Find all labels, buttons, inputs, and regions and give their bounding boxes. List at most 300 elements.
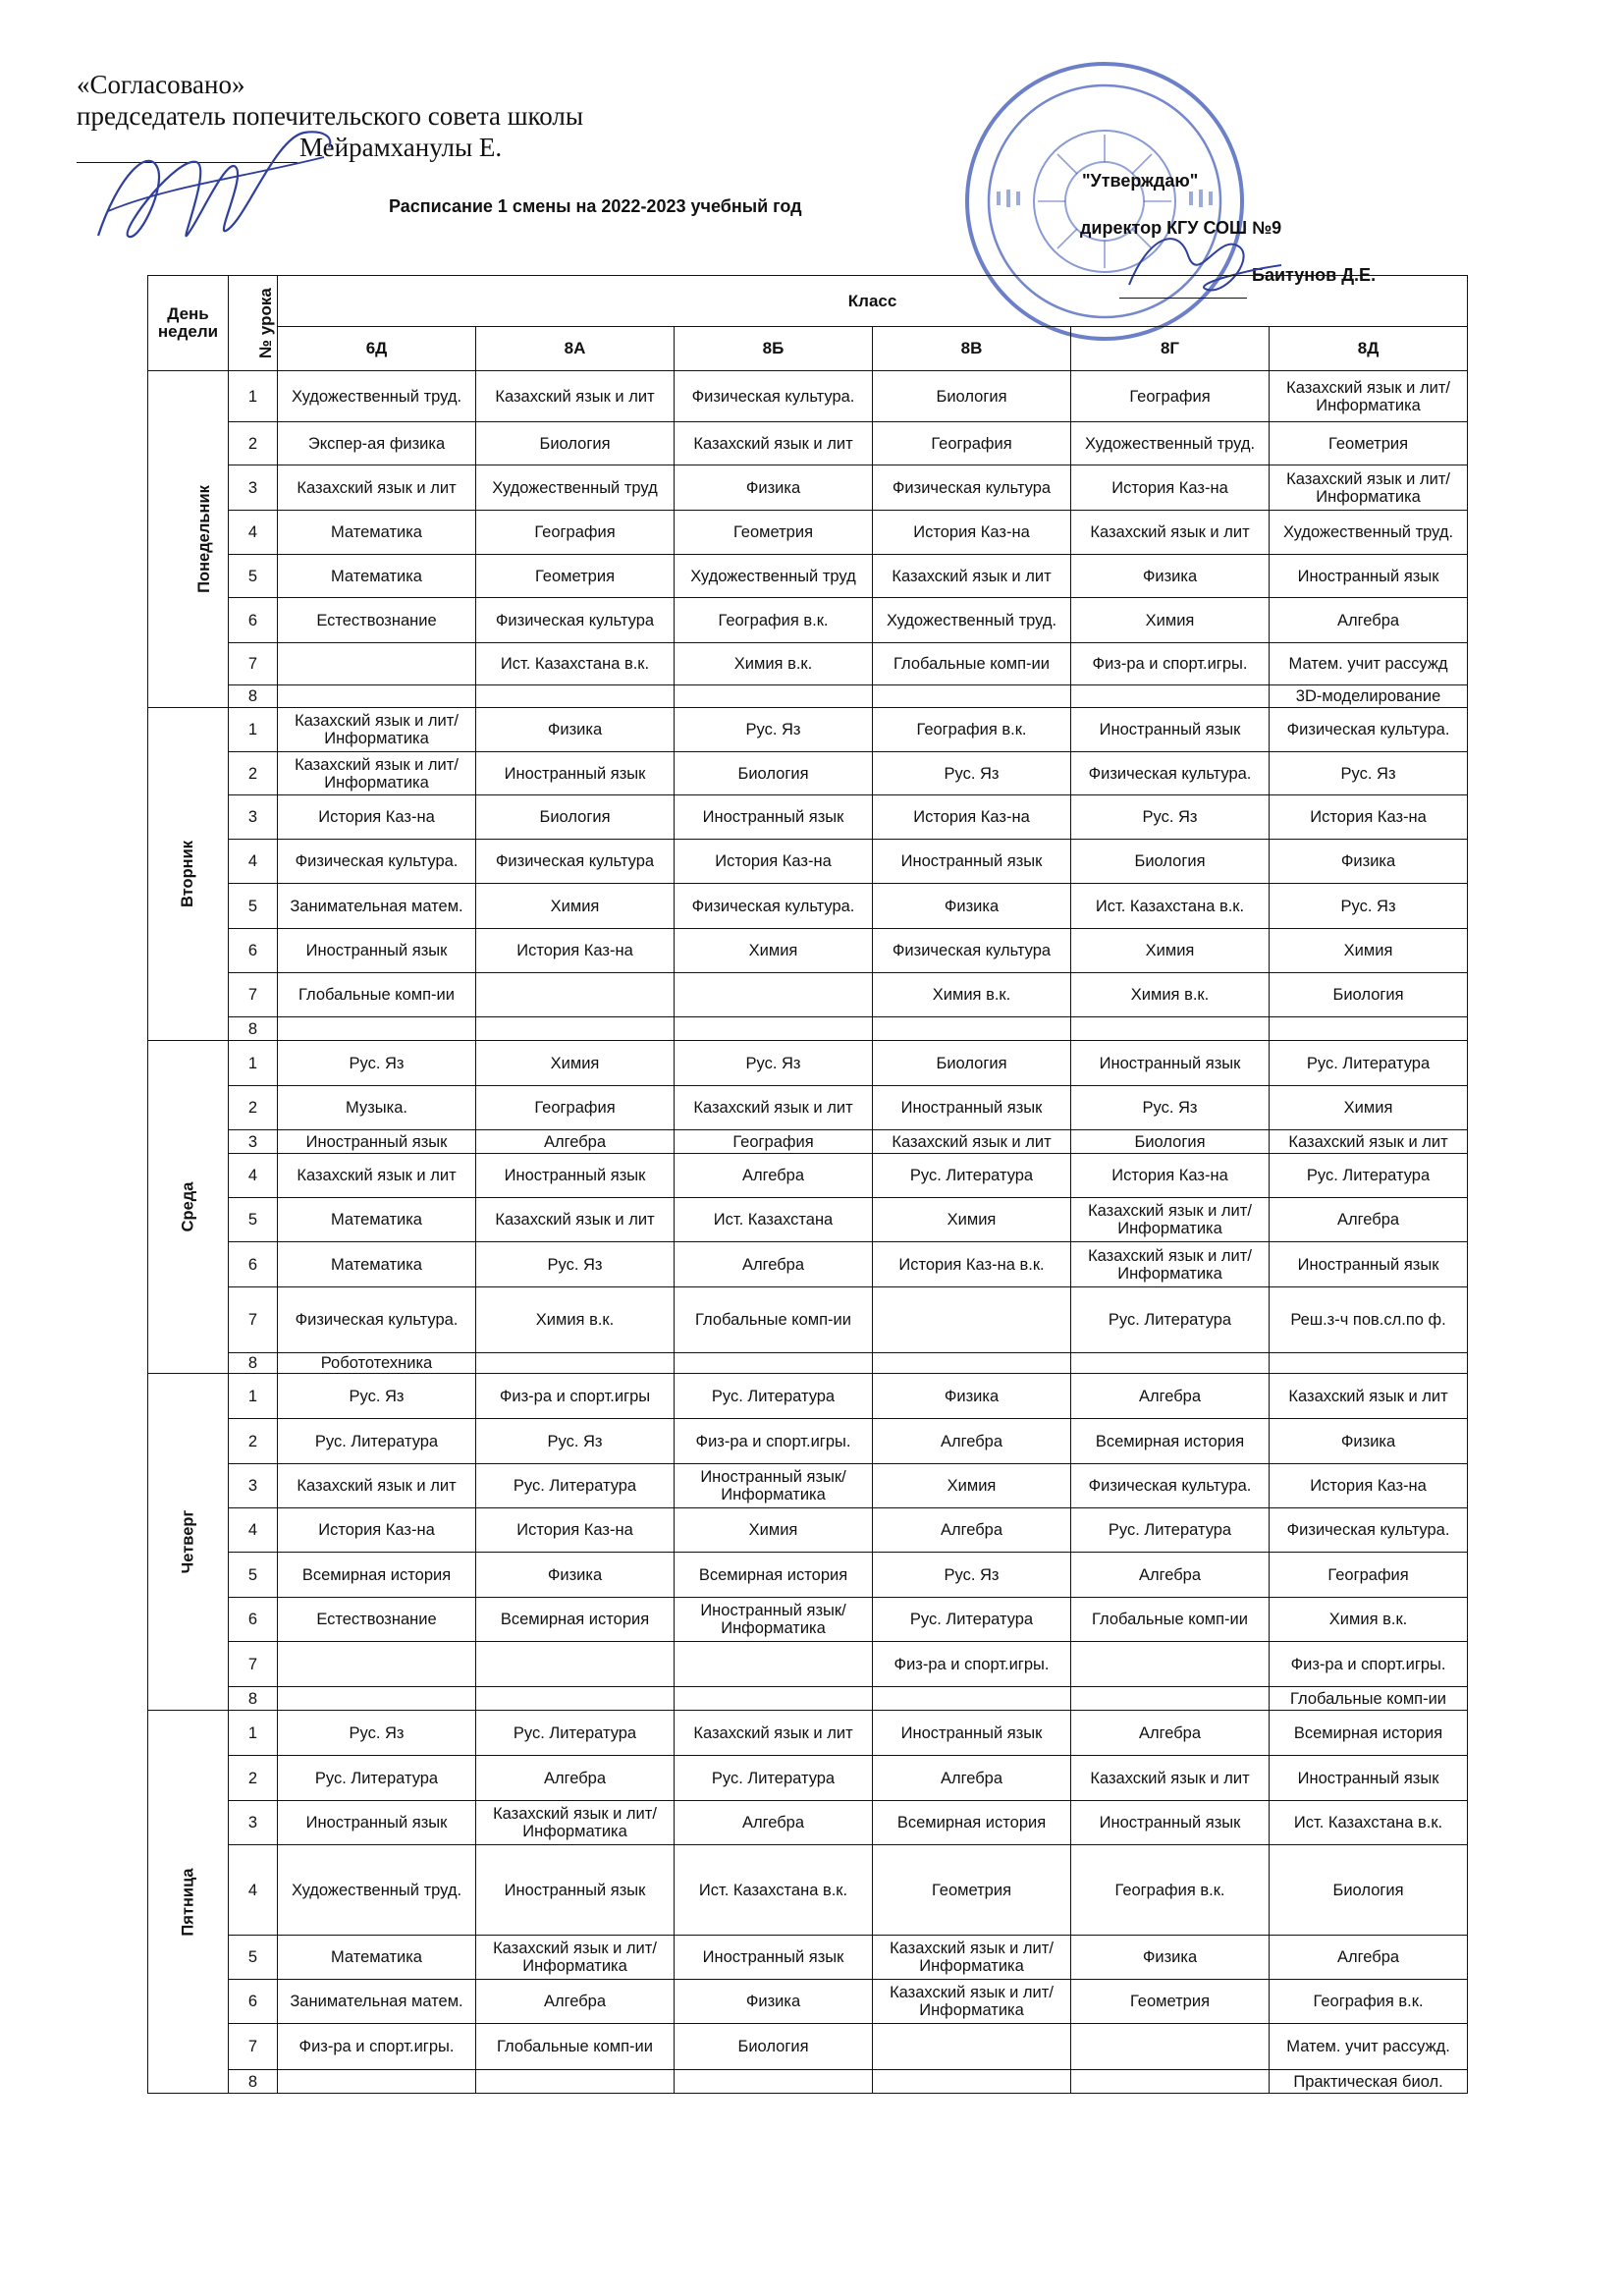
lesson-cell: Биология (873, 371, 1071, 422)
lesson-cell: География в.к. (1270, 1980, 1468, 2024)
day-cell (148, 1711, 229, 2094)
table-row (148, 465, 1468, 511)
lesson-cell: Физика (675, 1980, 873, 2024)
lesson-cell: Химия в.к. (1071, 973, 1270, 1017)
lesson-cell: Алгебра (1071, 1553, 1270, 1598)
lesson-cell: Иностранный язык/ Информатика (675, 1464, 873, 1508)
table-row (148, 1017, 1468, 1041)
lesson-cell: География (873, 422, 1071, 465)
lesson-cell: География в.к. (873, 708, 1071, 752)
lesson-number: 8 (229, 1017, 278, 1041)
lesson-cell: Ист. Казахстана в.к. (476, 643, 675, 685)
lesson-cell: Казахский язык и лит (675, 1086, 873, 1130)
lesson-cell: Казахский язык и лит/ Информатика (1270, 465, 1468, 511)
lesson-number: 6 (229, 1598, 278, 1642)
lesson-number: 3 (229, 1130, 278, 1154)
lesson-cell: Алгебра (1270, 598, 1468, 643)
lesson-number: 4 (229, 1508, 278, 1553)
lesson-cell: Ист. Казахстана в.к. (1270, 1801, 1468, 1845)
lesson-cell: Химия в.к. (873, 973, 1071, 1017)
lesson-cell: Физика (873, 1374, 1071, 1419)
lesson-cell (1270, 1353, 1468, 1374)
lesson-cell: Физ-ра и спорт.игры. (1071, 643, 1270, 685)
lesson-cell: Иностранный язык (278, 1801, 476, 1845)
lesson-cell: Казахский язык и лит (476, 1198, 675, 1242)
lesson-cell: Казахский язык и лит (675, 1711, 873, 1756)
table-row (148, 1936, 1468, 1980)
lesson-cell: Казахский язык и лит (675, 422, 873, 465)
lesson-cell: Иностранный язык (1071, 1801, 1270, 1845)
lesson-cell: Казахский язык и лит/Информатика (476, 1801, 675, 1845)
lesson-cell: Химия (1071, 929, 1270, 973)
lesson-cell: История Каз-на (675, 840, 873, 884)
lesson-cell: Иностранный язык (1270, 1242, 1468, 1287)
class-header-cell: 8Д (1270, 327, 1468, 371)
lesson-cell: Геометрия (873, 1845, 1071, 1936)
lesson-cell (278, 643, 476, 685)
lesson-cell: Физика (1270, 1419, 1468, 1464)
class-header-cell: 6Д (278, 327, 476, 371)
lesson-cell: География (1071, 371, 1270, 422)
lesson-cell: Всемирная история (1270, 1711, 1468, 1756)
lesson-cell: Рус. Литература (1071, 1287, 1270, 1353)
lesson-number: 3 (229, 795, 278, 840)
lesson-cell: Рус. Яз (1071, 795, 1270, 840)
lesson-cell: Химия (476, 884, 675, 929)
lesson-cell (675, 1353, 873, 1374)
lesson-number: 5 (229, 1553, 278, 1598)
table-row (148, 1801, 1468, 1845)
lesson-cell: Казахский язык и лит (1071, 511, 1270, 555)
lesson-cell: Всемирная история (675, 1553, 873, 1598)
table-row (148, 1756, 1468, 1801)
day-name: Вторник (179, 840, 197, 908)
lesson-cell: Казахский язык и лит/Информатика (476, 1936, 675, 1980)
lesson-cell: Физическая культура. (1270, 1508, 1468, 1553)
day-cell (148, 708, 229, 1041)
lesson-cell: История Каз-на (476, 929, 675, 973)
table-row (148, 643, 1468, 685)
lesson-cell: Рус. Литература (1270, 1154, 1468, 1198)
lesson-number: 4 (229, 1845, 278, 1936)
lesson-cell: История Каз-на (278, 1508, 476, 1553)
lesson-number: 5 (229, 1198, 278, 1242)
lesson-cell: Художественный труд (476, 465, 675, 511)
lesson-cell: Физика (1071, 555, 1270, 598)
lesson-cell: Иностранный язык (873, 840, 1071, 884)
lesson-cell: Всемирная история (278, 1553, 476, 1598)
lesson-cell (1071, 1687, 1270, 1711)
lesson-cell (476, 2070, 675, 2094)
approved-position: директор КГУ СОШ №9 (1080, 218, 1282, 238)
lesson-cell: Естествознание (278, 1598, 476, 1642)
lesson-cell: Химия в.к. (1270, 1598, 1468, 1642)
table-row (148, 1086, 1468, 1130)
lesson-cell: Физика (476, 1553, 675, 1598)
lesson-cell: Физическая культура. (675, 371, 873, 422)
table-row (148, 1464, 1468, 1508)
lesson-cell: Алгебра (476, 1130, 675, 1154)
lesson-cell: Химия (675, 929, 873, 973)
lesson-cell: Глобальные комп-ии (873, 643, 1071, 685)
lesson-cell: Рус. Яз (476, 1242, 675, 1287)
lesson-cell: Казахский язык и лит/Информатика (278, 708, 476, 752)
lesson-cell (278, 685, 476, 708)
lesson-cell: Математика (278, 1198, 476, 1242)
lesson-cell (873, 2070, 1071, 2094)
lesson-cell: Биология (1270, 973, 1468, 1017)
lesson-cell: Иностранный язык (476, 752, 675, 795)
lesson-number: 2 (229, 752, 278, 795)
lesson-cell: Рус. Яз (476, 1419, 675, 1464)
table-row (148, 1845, 1468, 1936)
agreed-position: председатель попечительского совета школы (77, 101, 584, 131)
day-name: Пятница (179, 1867, 197, 1937)
lesson-cell: Всемирная история (476, 1598, 675, 1642)
lesson-cell: Рус. Литература (476, 1711, 675, 1756)
lesson-number: 5 (229, 884, 278, 929)
lesson-number: 6 (229, 1980, 278, 2024)
lesson-cell: Реш.з-ч пов.сл.по ф. (1270, 1287, 1468, 1353)
lesson-cell: Занимательная матем. (278, 884, 476, 929)
lesson-cell: Химия (1270, 929, 1468, 973)
lesson-cell (1071, 1642, 1270, 1687)
day-name: Среда (179, 1181, 197, 1232)
lesson-cell: Казахский язык и лит (1071, 1756, 1270, 1801)
lesson-cell: Иностранный язык (1071, 1041, 1270, 1086)
lesson-cell (1071, 2070, 1270, 2094)
lesson-number: 1 (229, 708, 278, 752)
table-row (148, 884, 1468, 929)
lesson-cell: Химия (873, 1198, 1071, 1242)
lesson-cell: Химия (873, 1464, 1071, 1508)
lesson-number: 8 (229, 1687, 278, 1711)
lesson-cell: Алгебра (1270, 1198, 1468, 1242)
lesson-cell (476, 1687, 675, 1711)
agreed-name: Мейрамханулы Е. (299, 133, 503, 162)
lesson-number: 1 (229, 1041, 278, 1086)
lesson-cell: Рус. Литература (675, 1756, 873, 1801)
lesson-cell: История Каз-на (1071, 465, 1270, 511)
lesson-cell: Физическая культура. (675, 884, 873, 929)
lesson-number: 3 (229, 1464, 278, 1508)
lesson-cell: Биология (675, 2024, 873, 2070)
lesson-cell: Физ-ра и спорт.игры. (675, 1419, 873, 1464)
lesson-cell: Химия в.к. (675, 643, 873, 685)
table-row (148, 1374, 1468, 1419)
lesson-cell: Биология (1270, 1845, 1468, 1936)
table-row (148, 371, 1468, 422)
lesson-number: 6 (229, 929, 278, 973)
lesson-cell: Казахский язык и лит (873, 555, 1071, 598)
lesson-cell: Физическая культура. (278, 840, 476, 884)
lesson-number: 8 (229, 685, 278, 708)
lesson-cell: Глобальные комп-ии (476, 2024, 675, 2070)
lesson-cell: Биология (675, 752, 873, 795)
lesson-cell: География (1270, 1553, 1468, 1598)
lesson-cell: 3D-моделирование (1270, 685, 1468, 708)
lesson-cell: Биология (1071, 1130, 1270, 1154)
class-header-cell: 8А (476, 327, 675, 371)
lesson-cell: Иностранный язык (873, 1711, 1071, 1756)
lesson-cell: Физика (1071, 1936, 1270, 1980)
lesson-cell: Алгебра (476, 1980, 675, 2024)
lesson-cell: Казахский язык и лит (278, 1154, 476, 1198)
lesson-cell: Физическая культура. (1071, 1464, 1270, 1508)
handwritten-signature (88, 118, 344, 265)
lesson-cell: Казахский язык и лит/Информатика (1071, 1198, 1270, 1242)
lesson-cell: История Каз-на (278, 795, 476, 840)
lesson-cell: Рус. Литература (1071, 1508, 1270, 1553)
lesson-cell: Физическая культура. (1270, 708, 1468, 752)
lesson-cell: Иностранный язык (476, 1845, 675, 1936)
lesson-cell: Глобальные комп-ии (1071, 1598, 1270, 1642)
lesson-cell: Иностранный язык (873, 1086, 1071, 1130)
lesson-cell (675, 2070, 873, 2094)
lesson-cell: Казахский язык и лит (476, 371, 675, 422)
lesson-cell: Рус. Яз (278, 1041, 476, 1086)
lesson-cell: Практическая биол. (1270, 2070, 1468, 2094)
lesson-cell (476, 973, 675, 1017)
lesson-number: 7 (229, 973, 278, 1017)
lesson-cell: Физ-ра и спорт.игры. (873, 1642, 1071, 1687)
table-row (148, 1980, 1468, 2024)
lesson-cell: Рус. Яз (1071, 1086, 1270, 1130)
lesson-cell: Рус. Литература (1270, 1041, 1468, 1086)
lesson-number: 4 (229, 1154, 278, 1198)
lesson-number: 8 (229, 1353, 278, 1374)
lesson-number: 4 (229, 511, 278, 555)
lesson-cell: Математика (278, 1936, 476, 1980)
lesson-cell: Казахский язык и лит (1270, 1374, 1468, 1419)
lesson-cell: Физика (1270, 840, 1468, 884)
lesson-cell: Алгебра (1071, 1711, 1270, 1756)
lesson-cell (675, 1017, 873, 1041)
lesson-cell: Химия (1071, 598, 1270, 643)
class-names-row (148, 327, 1468, 371)
lesson-cell: География в.к. (1071, 1845, 1270, 1936)
lesson-cell: Занимательная матем. (278, 1980, 476, 2024)
lesson-cell: Художественный труд. (278, 371, 476, 422)
lesson-cell: Химия (476, 1041, 675, 1086)
lesson-cell: Алгебра (675, 1154, 873, 1198)
lesson-cell (476, 1017, 675, 1041)
lesson-cell: История Каз-на (873, 795, 1071, 840)
lesson-cell: Естествознание (278, 598, 476, 643)
lesson-number: 7 (229, 2024, 278, 2070)
page-title: Расписание 1 смены на 2022-2023 учебный год (389, 196, 802, 216)
lesson-cell: Алгебра (873, 1419, 1071, 1464)
lesson-cell: Биология (873, 1041, 1071, 1086)
lesson-cell: Математика (278, 555, 476, 598)
lesson-cell: География (476, 511, 675, 555)
lesson-cell (675, 1642, 873, 1687)
lesson-number: 5 (229, 1936, 278, 1980)
table-row (148, 1419, 1468, 1464)
table-row (148, 1287, 1468, 1353)
lesson-cell: Алгебра (476, 1756, 675, 1801)
lesson-number: 4 (229, 840, 278, 884)
lesson-cell: Казахский язык и лит/Информатика (1071, 1242, 1270, 1287)
lesson-number: 7 (229, 1642, 278, 1687)
lesson-number: 2 (229, 422, 278, 465)
lesson-cell (675, 973, 873, 1017)
lesson-cell: Рус. Яз (873, 752, 1071, 795)
lesson-cell: Художественный труд (675, 555, 873, 598)
table-row (148, 422, 1468, 465)
lesson-cell: Математика (278, 511, 476, 555)
lesson-cell: Робототехника (278, 1353, 476, 1374)
lesson-cell: Биология (476, 422, 675, 465)
lesson-cell: Всемирная история (1071, 1419, 1270, 1464)
lesson-number: 2 (229, 1756, 278, 1801)
lesson-number: 3 (229, 465, 278, 511)
lesson-cell: Рус. Литература (675, 1374, 873, 1419)
lesson-cell (873, 685, 1071, 708)
class-header-cell: 8В (873, 327, 1071, 371)
lesson-cell (278, 1642, 476, 1687)
lesson-cell (1071, 1017, 1270, 1041)
approved-label: "Утверждаю" (1082, 171, 1199, 191)
lesson-cell: Рус. Литература (476, 1464, 675, 1508)
lesson-cell: Рус. Яз (278, 1374, 476, 1419)
lesson-number: 2 (229, 1419, 278, 1464)
lesson-cell: Рус. Яз (1270, 752, 1468, 795)
lesson-cell (1071, 2024, 1270, 2070)
lesson-number: 6 (229, 1242, 278, 1287)
lesson-cell: Алгебра (1071, 1374, 1270, 1419)
lesson-cell: Казахский язык и лит/ Информатика (1270, 371, 1468, 422)
lesson-cell: Алгебра (873, 1508, 1071, 1553)
lesson-cell: Алгебра (1270, 1936, 1468, 1980)
table-row (148, 2024, 1468, 2070)
class-header-cell: 8Б (675, 327, 873, 371)
lesson-cell: Биология (1071, 840, 1270, 884)
day-name: Понедельник (194, 485, 213, 593)
table-row (148, 752, 1468, 795)
lesson-cell: Глобальные комп-ии (278, 973, 476, 1017)
table-row (148, 1687, 1468, 1711)
class-header-cell: 8Г (1071, 327, 1270, 371)
lesson-cell: Иностранный язык (675, 795, 873, 840)
lesson-cell (278, 1687, 476, 1711)
lesson-number: 7 (229, 1287, 278, 1353)
lesson-cell: Химия в.к. (476, 1287, 675, 1353)
lesson-cell: Глобальные комп-ии (1270, 1687, 1468, 1711)
lesson-cell (675, 685, 873, 708)
table-row (148, 685, 1468, 708)
lesson-cell: Биология (476, 795, 675, 840)
lesson-cell: Математика (278, 1242, 476, 1287)
table-row (148, 555, 1468, 598)
lesson-cell (873, 1017, 1071, 1041)
lesson-number: 5 (229, 555, 278, 598)
lesson-number: 1 (229, 1711, 278, 1756)
lesson-cell: История Каз-на в.к. (873, 1242, 1071, 1287)
lesson-cell: География в.к. (675, 598, 873, 643)
lesson-cell (476, 1353, 675, 1374)
lesson-cell: Алгебра (675, 1242, 873, 1287)
lesson-cell: Геометрия (1071, 1980, 1270, 2024)
lesson-cell: Рус. Литература (278, 1419, 476, 1464)
lesson-cell: Рус. Литература (873, 1154, 1071, 1198)
lesson-cell: Казахский язык и лит/Информатика (873, 1980, 1071, 2024)
lesson-cell: История Каз-на (873, 511, 1071, 555)
table-row (148, 795, 1468, 840)
lesson-cell: Физическая культура. (1071, 752, 1270, 795)
lesson-cell: История Каз-на (476, 1508, 675, 1553)
lesson-cell: Иностранный язык/ Информатика (675, 1598, 873, 1642)
lesson-number: 8 (229, 2070, 278, 2094)
lesson-cell: Алгебра (675, 1801, 873, 1845)
lesson-cell: Рус. Яз (675, 708, 873, 752)
day-cell (148, 1374, 229, 1711)
table-row (148, 708, 1468, 752)
lesson-cell: История Каз-на (1071, 1154, 1270, 1198)
lesson-cell (476, 685, 675, 708)
table-row (148, 1598, 1468, 1642)
lesson-cell: Художественный труд. (873, 598, 1071, 643)
lesson-cell (1071, 1353, 1270, 1374)
lesson-cell (1071, 685, 1270, 708)
day-cell (148, 1041, 229, 1374)
lesson-cell: Физика (873, 884, 1071, 929)
lesson-cell: Иностранный язык (278, 1130, 476, 1154)
lesson-number: 6 (229, 598, 278, 643)
lesson-cell: Химия (675, 1508, 873, 1553)
lesson-number: 3 (229, 1801, 278, 1845)
class-header: Класс (278, 276, 1468, 327)
lesson-cell: Матем. учит рассужд. (1270, 2024, 1468, 2070)
lesson-cell: Физическая культура. (278, 1287, 476, 1353)
lesson-cell (873, 1353, 1071, 1374)
lesson-cell (873, 2024, 1071, 2070)
lesson-cell: Казахский язык и лит (278, 465, 476, 511)
lesson-cell: Иностранный язык (476, 1154, 675, 1198)
table-row (148, 1130, 1468, 1154)
lesson-cell (873, 1287, 1071, 1353)
lesson-cell: Физическая культура (476, 598, 675, 643)
lesson-cell: Физ-ра и спорт.игры. (278, 2024, 476, 2070)
lesson-cell: Рус. Яз (278, 1711, 476, 1756)
lesson-cell: Геометрия (675, 511, 873, 555)
lesson-cell: Иностранный язык (675, 1936, 873, 1980)
table-row (148, 973, 1468, 1017)
lesson-cell: Физическая культура (873, 465, 1071, 511)
lesson-cell: Физическая культура (873, 929, 1071, 973)
lesson-cell: Экспер-ая физика (278, 422, 476, 465)
lesson-number: 7 (229, 643, 278, 685)
table-row (148, 1198, 1468, 1242)
lesson-cell: Рус. Яз (1270, 884, 1468, 929)
lesson-cell: Ист. Казахстана в.к. (1071, 884, 1270, 929)
lesson-cell: География (476, 1086, 675, 1130)
header-row (148, 276, 1468, 327)
lesson-cell: Алгебра (873, 1756, 1071, 1801)
lesson-cell (873, 1687, 1071, 1711)
lesson-cell: Казахский язык и лит/Информатика (278, 752, 476, 795)
lesson-cell: Казахский язык и лит (1270, 1130, 1468, 1154)
lesson-cell: Иностранный язык (278, 929, 476, 973)
table-row (148, 840, 1468, 884)
lesson-cell: История Каз-на (1270, 795, 1468, 840)
lesson-cell: Геометрия (1270, 422, 1468, 465)
lesson-cell: Физ-ра и спорт.игры. (1270, 1642, 1468, 1687)
agreed-label: «Согласовано» (77, 70, 245, 99)
table-row (148, 1353, 1468, 1374)
table-row (148, 598, 1468, 643)
table-row (148, 929, 1468, 973)
